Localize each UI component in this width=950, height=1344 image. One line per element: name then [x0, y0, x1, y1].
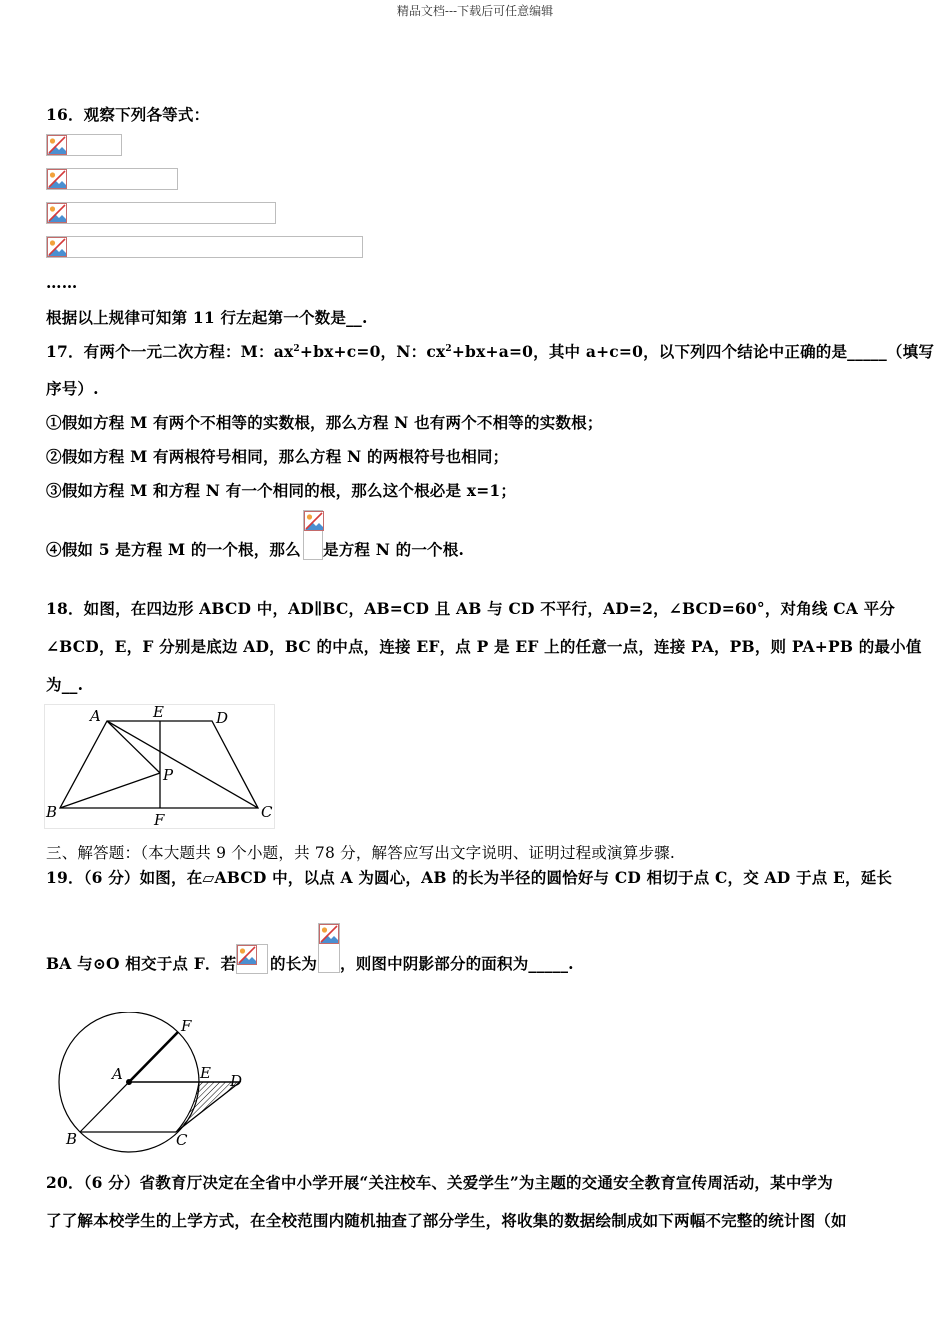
- label-b: B: [46, 803, 58, 821]
- segment-ab: [80, 1082, 129, 1132]
- label-e: E: [153, 704, 164, 721]
- label-c: C: [261, 803, 273, 821]
- q17-line2: 序号）.: [46, 379, 99, 398]
- arc-image: [236, 944, 268, 974]
- broken-image-icon: [319, 924, 339, 944]
- label-p: P: [163, 766, 174, 784]
- q17-option-4a: ④假如 5 是方程 M 的一个根，那么: [46, 540, 301, 559]
- section-3-heading: 三、解答题：（本大题共 9 个小题，共 78 分，解答应写出文字说明、证明过程或演算步骤.: [46, 844, 675, 862]
- q19-line1: 19．（6 分）如图，在▱ABCD 中，以点 A 为圆心，AB 的长为半径的圆恰好与 CD 相切于点 C，交 AD 于点 E，延长: [46, 868, 893, 887]
- page-header: 精品文档---下载后可任意编辑: [396, 4, 554, 18]
- label-d: D: [216, 709, 229, 727]
- broken-image-icon: [47, 135, 67, 155]
- q18-line1: 18．如图，在四边形 ABCD 中，AD∥BC，AB=CD 且 AB 与 CD 不平行，AD=2，∠BCD=60°，对角线 CA 平分: [46, 599, 895, 618]
- equation-image-1: [46, 134, 122, 156]
- equation-image-2: [46, 168, 178, 190]
- label-f: F: [181, 1017, 192, 1035]
- q17-line1: 17．有两个一元二次方程：M：$ax^2+bx+c=0$，N：$cx^2+bx+a=0$，其中 a+c=0，以下列四个结论中正确的是_____（填写: [46, 342, 935, 361]
- label-a: A: [90, 707, 101, 725]
- q17-option-4b: 是方程 N 的一个根.: [323, 540, 465, 559]
- trapezoid-figure: [44, 704, 276, 830]
- q20-line2: 了了解本校学生的上学方式，在全校范围内随机抽查了部分学生，将收集的数据绘制成如下两幅不完整的统计图（如: [46, 1211, 847, 1230]
- q17-option-1: ①假如方程 M 有两个不相等的实数根，那么方程 N 也有两个不相等的实数根；: [46, 413, 603, 432]
- q20-line1: 20．（6 分）省教育厅决定在全省中小学开展“关注校车、关爱学生”为主题的交通安全教育宣传周活动，某中学为: [46, 1173, 833, 1192]
- q17-option-2: ②假如方程 M 有两根符号相同，那么方程 N 的两根符号也相同；: [46, 447, 509, 466]
- q16-ellipsis: ……: [46, 273, 78, 292]
- broken-image-icon: [304, 511, 324, 531]
- segment-af: [129, 1032, 178, 1082]
- q19-line2c: ，则图中阴影部分的面积为_____.: [340, 954, 574, 973]
- arc-length-image: [318, 923, 340, 973]
- fraction-image: [303, 510, 323, 560]
- broken-image-icon: [237, 945, 257, 965]
- q17-option-3: ③假如方程 M 和方程 N 有一个相同的根，那么这个根必是 x=1；: [46, 481, 517, 500]
- equation-image-4: [46, 236, 363, 258]
- label-b: B: [66, 1130, 78, 1148]
- equation-image-3: [46, 202, 276, 224]
- q16-intro: 16．观察下列各等式：: [46, 105, 210, 124]
- q19-line2a: BA 与⊙O 相交于点 F．若: [46, 954, 237, 973]
- label-d: D: [230, 1072, 243, 1090]
- broken-image-icon: [47, 237, 67, 257]
- label-f: F: [154, 811, 165, 829]
- label-e: E: [200, 1064, 211, 1082]
- q18-line2: ∠BCD，E，F 分别是底边 AD，BC 的中点，连接 EF，点 P 是 EF 上的任意一点，连接 PA，PB，则 PA+PB 的最小值: [46, 637, 922, 656]
- q18-line3: 为__.: [46, 675, 84, 694]
- broken-image-icon: [47, 203, 67, 223]
- center-point-a: [126, 1079, 132, 1085]
- label-a: A: [112, 1065, 123, 1083]
- segment-pb: [60, 773, 160, 808]
- circle-figure: [52, 1012, 252, 1154]
- label-c: C: [176, 1131, 188, 1149]
- trapezoid-abcd: [60, 721, 258, 808]
- q16-question: 根据以上规律可知第 11 行左起第一个数是__.: [46, 308, 368, 327]
- q19-line2b: 的长为: [270, 954, 318, 973]
- broken-image-icon: [47, 169, 67, 189]
